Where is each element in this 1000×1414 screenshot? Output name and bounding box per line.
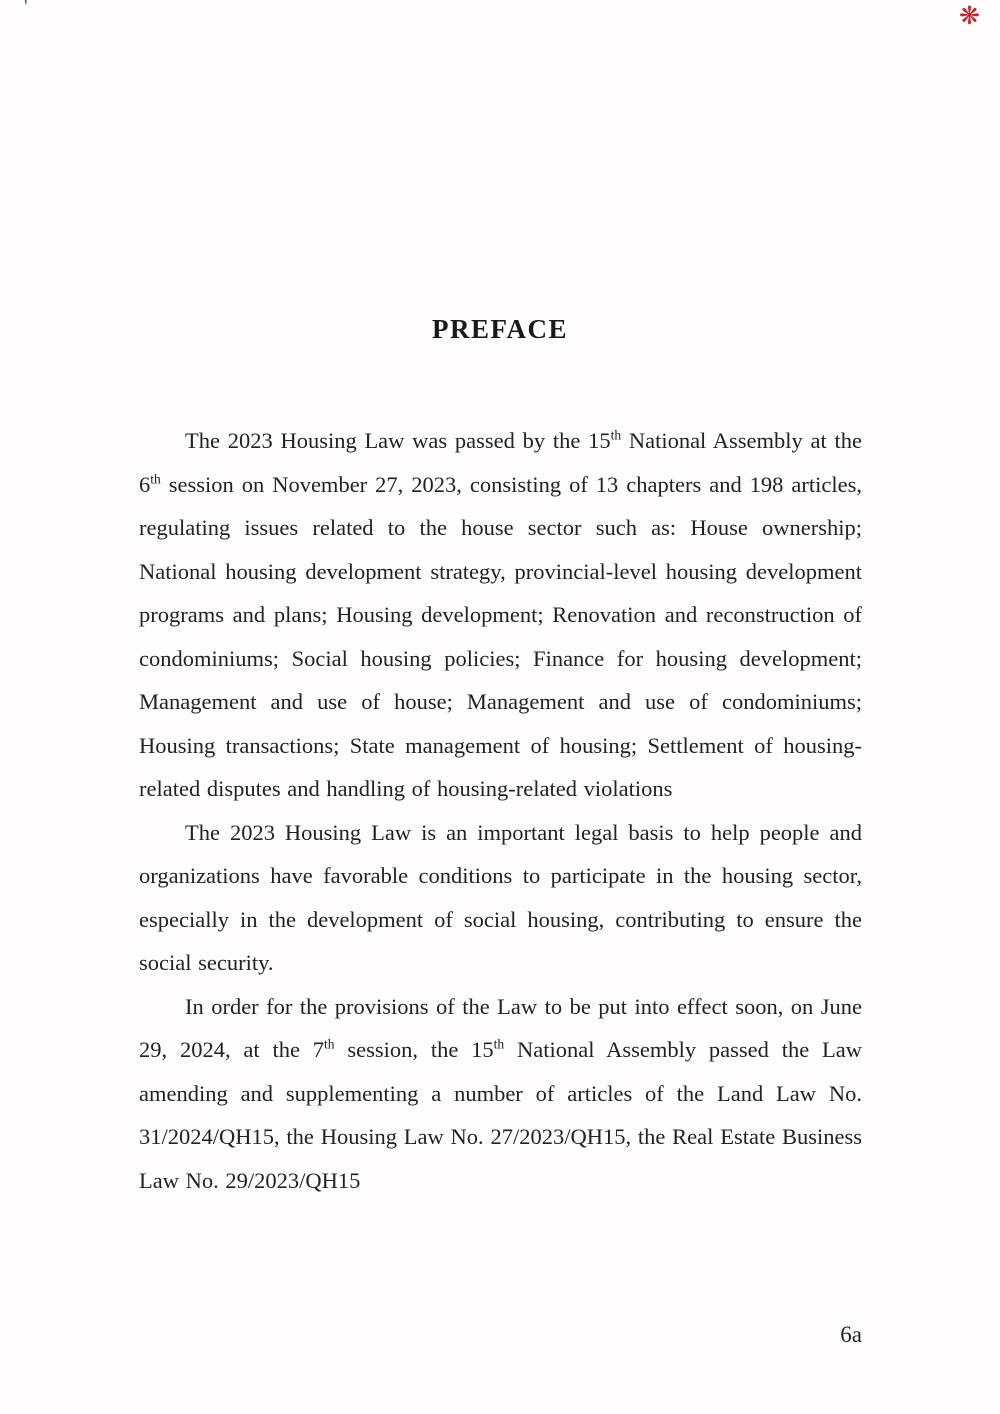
ordinal-superscript: th — [493, 1036, 505, 1052]
flower-asterisk-icon: ❋ — [959, 3, 980, 30]
text-segment: The 2023 Housing Law was passed by the 15 — [185, 428, 611, 453]
paragraph — [139, 811, 862, 985]
text-segment: session, the 15 — [334, 1037, 494, 1062]
page-number: 6a — [840, 1322, 862, 1347]
text-segment: session on November 27, 2023, consisting of 13 chapters and 198 articles, regulating issues related to the house sector such as: House ownership; National housing development strategy, provincial-level housing development programs and plans; Housing development; Renovation and reconstruction of condominiums; Social housing policies; Finance for housing development; Management and use of house; Management and use of condominiums; Housing transactions; State management of housing; Settlement of housing-related disputes and handling of housing-related violations — [139, 471, 862, 801]
text-segment: The 2023 Housing Law is an important legal basis to help people and organizations have favorable conditions to participate in the housing sector, especially in the development of social housing, contributing to ensure the social security. — [139, 819, 862, 975]
ordinal-superscript: th — [324, 1036, 335, 1052]
text-segment: National Assembly passed the Law amending and supplementing a number of articles of the Land Law No. 31/2024/QH15, the Housing Law No. 27/2023/QH15, the Real Estate Business Law No. 29/2023/QH15 — [139, 1037, 863, 1193]
ordinal-superscript: th — [150, 471, 161, 486]
paragraph — [139, 419, 862, 811]
paragraph — [139, 985, 862, 1203]
text-segment: In order for the provisions of the Law to be put into effect soon, on June 29, 2024, at the 7 — [139, 993, 862, 1062]
scan-artifact-mark: ' — [24, 0, 28, 18]
text-segment: National Assembly at the 6 — [139, 428, 862, 497]
ordinal-superscript: th — [610, 427, 622, 443]
preface-body — [139, 419, 862, 1202]
page-title: PREFACE — [432, 314, 568, 344]
